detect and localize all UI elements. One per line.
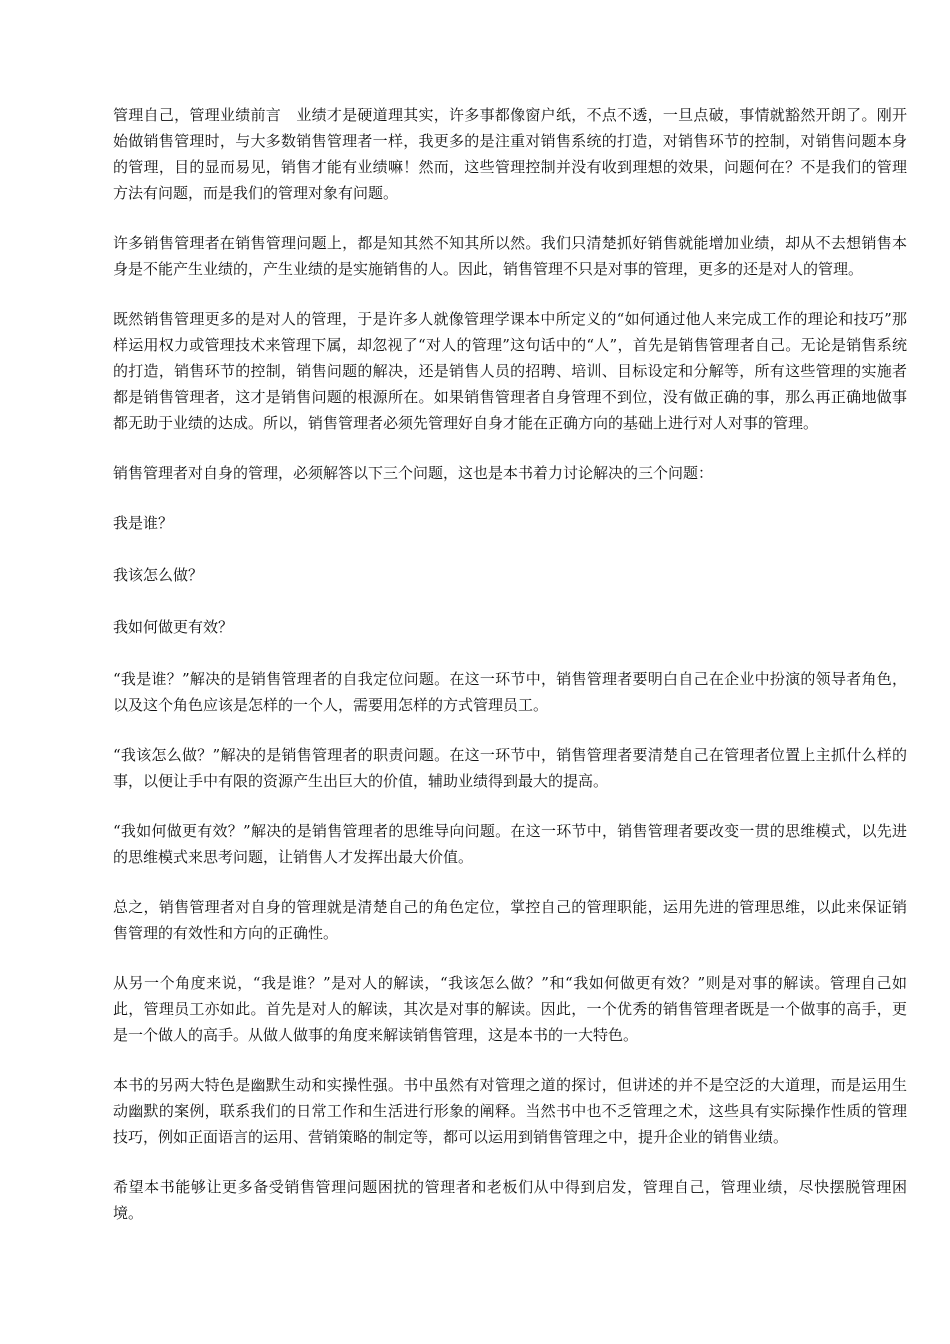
paragraph-another-angle: 从另一个角度来说，“我是谁？”是对人的解读，“我该怎么做？”和“我如何做更有效？”则是对事的解读。管理自己如此，管理员工亦如此。首先是对人的解读，其次是对事的解读。因此，一个优秀的销售管理者既是一个做事的高手，更是一个做人的高手。从做人做事的角度来解读销售管理，这是本书的一大特色。 bbox=[113, 974, 907, 1044]
paragraph-managing-people: 许多销售管理者在销售管理问题上，都是知其然不知其所以然。我们只清楚抓好销售就能增加业绩，却从不去想销售本身是不能产生业绩的，产生业绩的是实施销售的人。因此，销售管理不只是对事的管理，更多的还是对人的管理。 bbox=[113, 234, 907, 278]
question-who-am-i: 我是谁？ bbox=[113, 514, 174, 532]
paragraph-closing-wish: 希望本书能够让更多备受销售管理问题困扰的管理者和老板们从中得到启发，管理自己，管理业绩，尽快摆脱管理困境。 bbox=[113, 1178, 907, 1222]
paragraph-summary: 总之，销售管理者对自身的管理就是清楚自己的角色定位，掌控自己的管理职能，运用先进的管理思维，以此来保证销售管理的有效性和方向的正确性。 bbox=[113, 898, 907, 942]
paragraph-what-to-do-explained: “我该怎么做？”解决的是销售管理者的职责问题。在这一环节中，销售管理者要清楚自己在管理者位置上主抓什么样的事，以便让手中有限的资源产生出巨大的价值，辅助业绩得到最大的提高。 bbox=[113, 746, 907, 790]
paragraph-manager-self: 既然销售管理更多的是对人的管理，于是许多人就像管理学课本中所定义的“如何通过他人来完成工作的理论和技巧”那样运用权力或管理技术来管理下属，却忽视了“对人的管理”这句话中的“人”，首先是销售管理者自己。无论是销售系统的打造，销售环节的控制，销售问题的解决，还是销售人员的招聘、培训、目标设定和分解等，所有这些管理的实施者都是销售管理者，这才是销售问题的根源所在。如果销售管理者自身管理不到位，没有做正确的事，那么再正确地做事都无助于业绩的达成。所以，销售管理者必须先管理好自身才能在正确方向的基础上进行对人对事的管理。 bbox=[113, 310, 907, 432]
paragraph-who-am-i-explained: “我是谁？”解决的是销售管理者的自我定位问题。在这一环节中，销售管理者要明白自己在企业中扮演的领导者角色，以及这个角色应该是怎样的一个人，需要用怎样的方式管理员工。 bbox=[113, 670, 907, 714]
paragraph-book-features: 本书的另两大特色是幽默生动和实操性强。书中虽然有对管理之道的探讨，但讲述的并不是空泛的大道理，而是运用生动幽默的案例，联系我们的日常工作和生活进行形象的阐释。当然书中也不乏管理之术，这些具有实际操作性质的管理技巧，例如正面语言的运用、营销策略的制定等，都可以运用到销售管理之中，提升企业的销售业绩。 bbox=[113, 1076, 907, 1146]
paragraph-how-effective-explained: “我如何做更有效？”解决的是销售管理者的思维导向问题。在这一环节中，销售管理者要改变一贯的思维模式，以先进的思维模式来思考问题，让销售人才发挥出最大价值。 bbox=[113, 822, 907, 866]
paragraph-preface-intro: 管理自己，管理业绩前言 业绩才是硬道理其实，许多事都像窗户纸，不点不透，一旦点破，事情就豁然开朗了。刚开始做销售管理时，与大多数销售管理者一样，我更多的是注重对销售系统的打造，对销售环节的控制，对销售问题本身的管理，目的显而易见，销售才能有业绩嘛！然而，这些管理控制并没有收到理想的效果，问题何在？不是我们的管理方法有问题，而是我们的管理对象有问题。 bbox=[113, 106, 907, 202]
paragraph-three-questions-intro: 销售管理者对自身的管理，必须解答以下三个问题，这也是本书着力讨论解决的三个问题： bbox=[113, 464, 714, 482]
document-page bbox=[113, 102, 907, 1250]
question-what-to-do: 我该怎么做？ bbox=[113, 566, 204, 584]
question-how-more-effective: 我如何做更有效？ bbox=[113, 618, 234, 636]
